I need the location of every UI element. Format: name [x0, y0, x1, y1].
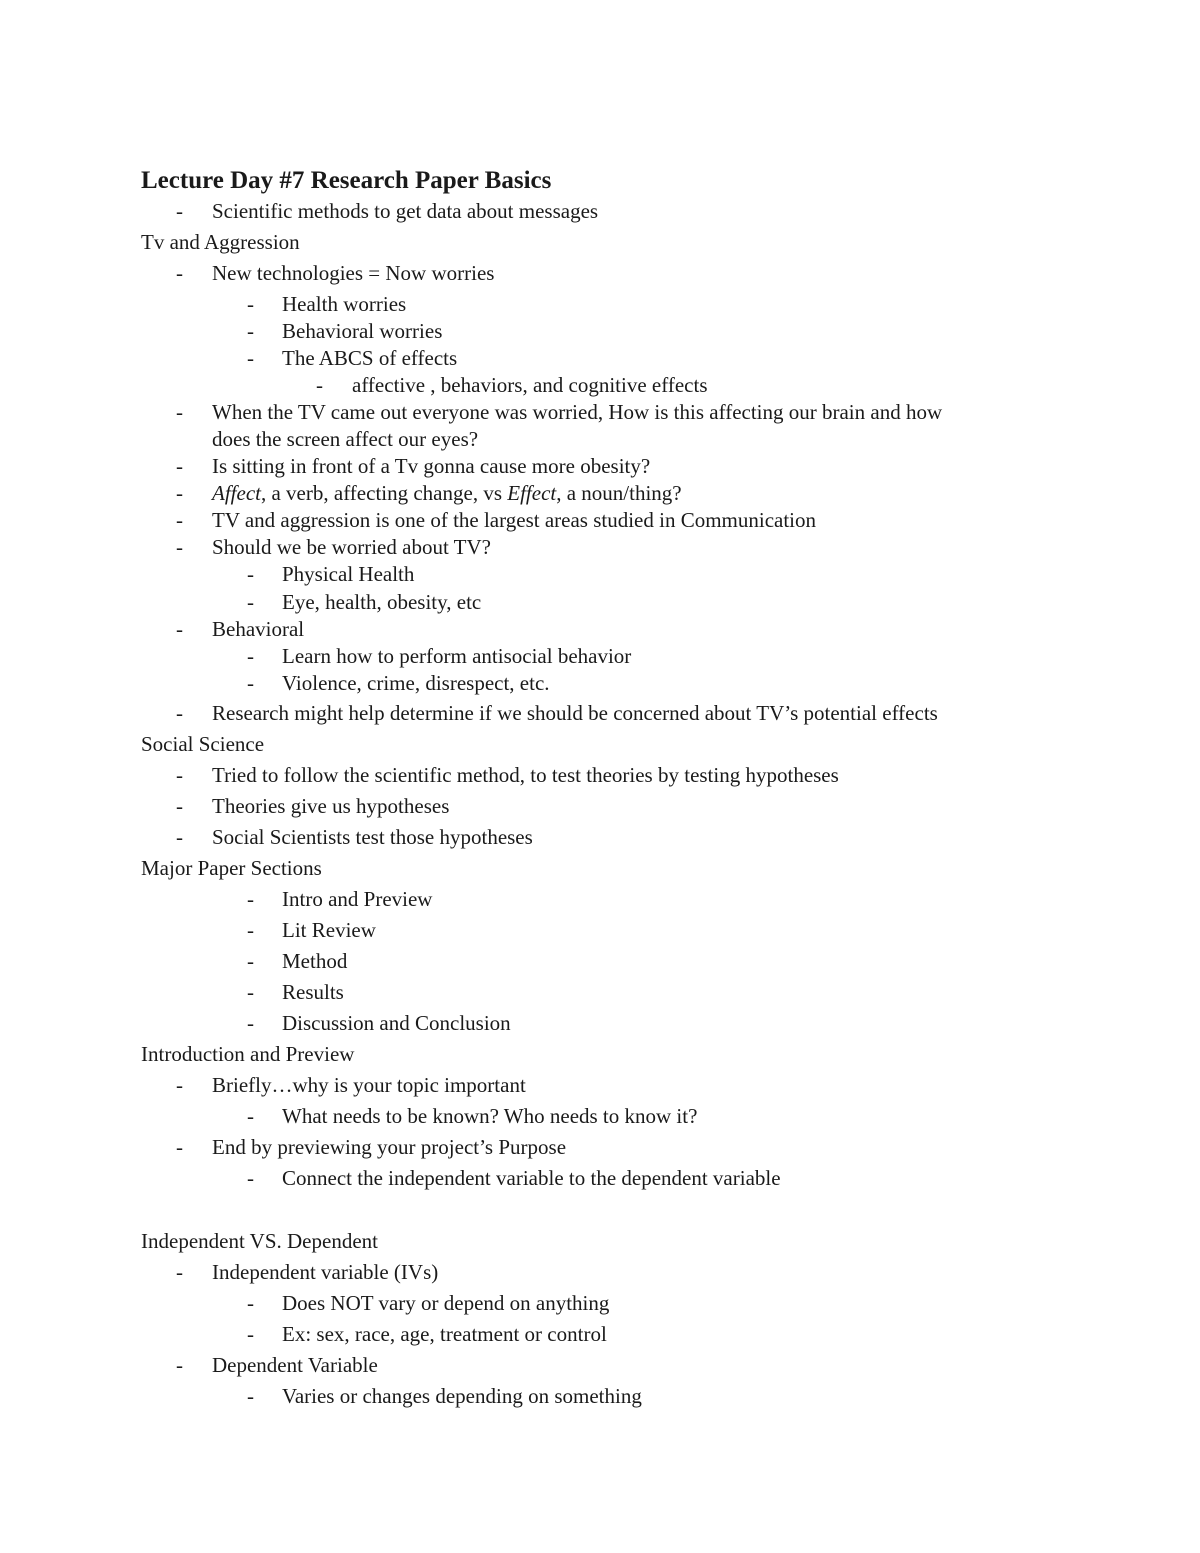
- bullet-continuation: does the screen affect our eyes?: [212, 427, 479, 451]
- section-heading: Social Science: [141, 732, 265, 756]
- bullet-dash: -: [247, 590, 254, 614]
- bullet-text: Briefly…why is your topic important: [212, 1073, 526, 1097]
- bullet-dash: -: [247, 319, 254, 343]
- bullet-dash: -: [247, 292, 254, 316]
- bullet-dash: -: [247, 1322, 254, 1346]
- bullet-dash: -: [176, 261, 183, 285]
- bullet-dash: -: [247, 887, 254, 911]
- bullet-dash: -: [176, 617, 183, 641]
- bullet-text: The ABCS of effects: [282, 346, 458, 370]
- bullet-text: Results: [282, 980, 344, 1004]
- bullet-dash: -: [247, 1166, 254, 1190]
- bullet-dash: -: [176, 454, 183, 478]
- italic-term-affect: Affect: [212, 481, 261, 505]
- bullet-dash: -: [176, 1353, 183, 1377]
- bullet-text: Connect the independent variable to the dependent variable: [282, 1166, 781, 1190]
- bullet-text: Dependent Variable: [212, 1353, 378, 1377]
- bullet-text: Behavioral: [212, 617, 305, 641]
- section-heading: Major Paper Sections: [141, 856, 322, 880]
- bullet-dash: -: [247, 918, 254, 942]
- bullet-dash: -: [316, 373, 323, 397]
- bullet-dash: -: [176, 481, 183, 505]
- bullet-text: Violence, crime, disrespect, etc.: [282, 671, 550, 695]
- bullet-text: Method: [282, 949, 348, 973]
- document-title: Lecture Day #7 Research Paper Basics: [141, 167, 552, 194]
- bullet-text: Social Scientists test those hypotheses: [212, 825, 533, 849]
- bullet-dash: -: [176, 535, 183, 559]
- bullet-text: Learn how to perform antisocial behavior: [282, 644, 632, 668]
- bullet-dash: -: [176, 199, 183, 223]
- bullet-text: Varies or changes depending on something: [282, 1384, 642, 1408]
- bullet-text: What needs to be known? Who needs to know it?: [282, 1104, 698, 1128]
- bullet-dash: -: [247, 949, 254, 973]
- section-heading: Independent VS. Dependent: [141, 1229, 378, 1253]
- bullet-dash: -: [176, 763, 183, 787]
- bullet-text: End by previewing your project’s Purpose: [212, 1135, 567, 1159]
- bullet-dash: -: [176, 825, 183, 849]
- bullet-dash: -: [176, 701, 183, 725]
- bullet-text: Is sitting in front of a Tv gonna cause more obesity?: [212, 454, 651, 478]
- bullet-dash: -: [176, 508, 183, 532]
- bullet-text: Behavioral worries: [282, 319, 443, 343]
- bullet-text: Physical Health: [282, 562, 415, 586]
- bullet-dash: -: [247, 1011, 254, 1035]
- bullet-dash: -: [247, 346, 254, 370]
- bullet-text: Health worries: [282, 292, 407, 316]
- bullet-dash: -: [247, 1384, 254, 1408]
- bullet-dash: -: [176, 1073, 183, 1097]
- bullet-text: TV and aggression is one of the largest areas studied in Communication: [212, 508, 817, 532]
- bullet-text: affective , behaviors, and cognitive effects: [352, 373, 708, 397]
- bullet-text: Independent variable (IVs): [212, 1260, 439, 1284]
- bullet-text: When the TV came out everyone was worried, How is this affecting our brain and how: [212, 400, 943, 424]
- bullet-text: Scientific methods to get data about messages: [212, 199, 599, 223]
- italic-term-effect: Effect: [507, 481, 557, 505]
- bullet-dash: -: [247, 562, 254, 586]
- bullet-dash: -: [247, 1104, 254, 1128]
- bullet-dash: -: [247, 671, 254, 695]
- bullet-text: Lit Review: [282, 918, 376, 942]
- bullet-dash: -: [247, 980, 254, 1004]
- text-segment: , a noun/thing?: [556, 481, 682, 505]
- bullet-text: Does NOT vary or depend on anything: [282, 1291, 610, 1315]
- bullet-dash: -: [247, 1291, 254, 1315]
- bullet-text: Theories give us hypotheses: [212, 794, 450, 818]
- bullet-dash: -: [176, 400, 183, 424]
- bullet-dash: -: [247, 644, 254, 668]
- bullet-text: Should we be worried about TV?: [212, 535, 491, 559]
- section-heading: Introduction and Preview: [141, 1042, 355, 1066]
- bullet-text: New technologies = Now worries: [212, 261, 495, 285]
- bullet-dash: -: [176, 1135, 183, 1159]
- bullet-text: Intro and Preview: [282, 887, 433, 911]
- bullet-dash: -: [176, 794, 183, 818]
- bullet-text: Eye, health, obesity, etc: [282, 590, 482, 614]
- bullet-text: Ex: sex, race, age, treatment or control: [282, 1322, 607, 1346]
- section-heading: Tv and Aggression: [141, 230, 300, 254]
- bullet-text: Tried to follow the scientific method, to test theories by testing hypotheses: [212, 763, 839, 787]
- bullet-text: Discussion and Conclusion: [282, 1011, 511, 1035]
- bullet-dash: -: [176, 1260, 183, 1284]
- bullet-text: [212, 480, 682, 507]
- text-segment: , a verb, affecting change, vs: [260, 481, 508, 505]
- bullet-text: Research might help determine if we should be concerned about TV’s potential effects: [212, 701, 938, 725]
